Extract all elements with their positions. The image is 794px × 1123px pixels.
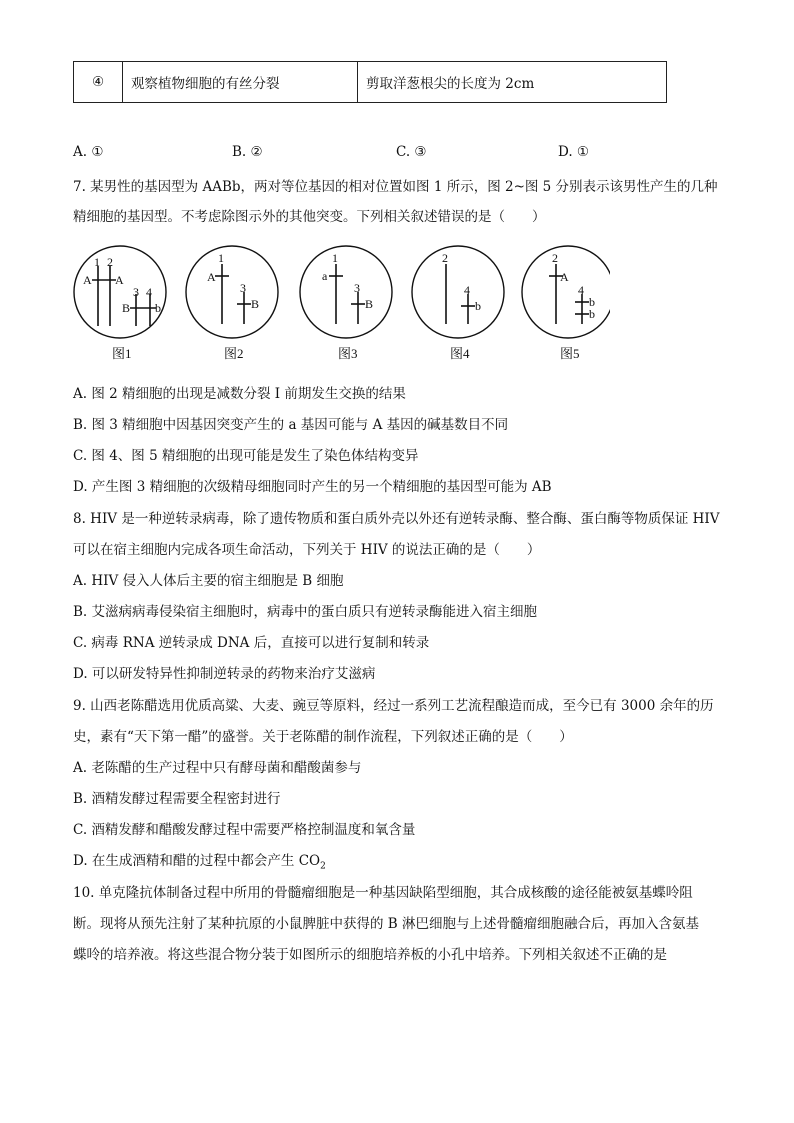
q9-option-a: A. 老陈醋的生产过程中只有酵母菌和醋酸菌参与 — [73, 760, 362, 776]
fig1-label-a1: A — [83, 273, 92, 287]
fig1-label-1: 1 — [94, 255, 100, 269]
q6-option-a: A. ① — [73, 144, 104, 160]
table-cell-experiment: 观察植物细胞的有丝分裂 — [123, 62, 358, 103]
q7-option-d: D. 产生图 3 精细胞的次级精母细胞同时产生的另一个精细胞的基因型可能为 AB — [73, 479, 552, 495]
q8-option-d: D. 可以研发特异性抑制逆转录的药物来治疗艾滋病 — [73, 666, 376, 682]
q8-option-c: C. 病毒 RNA 逆转录成 DNA 后，直接可以进行复制和转录 — [73, 635, 430, 651]
fig1-label-4: 4 — [146, 285, 152, 299]
q9-option-d — [73, 849, 326, 872]
fig4-caption: 图4 — [450, 346, 470, 361]
table-row — [74, 62, 667, 103]
q9-option-d-text: D. 在生成酒精和醋的过程中都会产生 CO — [73, 853, 321, 869]
q8-stem-line1: 8. HIV 是一种逆转录病毒，除了遗传物质和蛋白质外壳以外还有逆转录酶、整合酶、蛋白酶等物质保证 HIV — [73, 511, 720, 527]
q7-stem-line1: 7. 某男性的基因型为 AABb，两对等位基因的相对位置如图 1 所示，图 2~图 5 分别表示该男性产生的几种 — [73, 179, 718, 195]
fig2-label-a: A — [207, 270, 216, 284]
table-cell-operation: 剪取洋葱根尖的长度为 2cm — [358, 62, 667, 103]
fig4-label-b: b — [475, 299, 481, 313]
q9-option-b: B. 酒精发酵过程需要全程密封进行 — [73, 791, 281, 807]
q8-option-a: A. HIV 侵入人体后主要的宿主细胞是 B 细胞 — [73, 573, 344, 589]
q6-option-c: C. ③ — [396, 144, 427, 160]
chromosome-figures — [70, 240, 610, 370]
fig3-caption: 图3 — [338, 346, 358, 361]
fig5-label-b2: b — [589, 307, 595, 321]
q7-option-b: B. 图 3 精细胞中因基因突变产生的 a 基因可能与 A 基因的碱基数目不同 — [73, 417, 509, 433]
fig3-label-b: B — [365, 297, 374, 311]
q6-option-d: D. ① — [558, 144, 590, 160]
q6-option-b: B. ② — [232, 144, 263, 160]
q9-option-d-subscript: 2 — [320, 861, 326, 872]
q7-stem-line2: 精细胞的基因型。不考虑除图示外的其他突变。下列相关叙述错误的是（ ） — [73, 209, 546, 225]
table-cell-num: ④ — [74, 62, 123, 103]
fig1-label-b1: B — [122, 301, 131, 315]
experiment-table — [73, 61, 667, 103]
q9-stem-line1: 9. 山西老陈醋选用优质高粱、大麦、豌豆等原料，经过一系列工艺流程酿造而成，至今已有 3000 余年的历 — [73, 698, 714, 714]
q8-option-b: B. 艾滋病病毒侵染宿主细胞时，病毒中的蛋白质只有逆转录酶能进入宿主细胞 — [73, 604, 538, 620]
fig3-label-1: 1 — [332, 251, 338, 265]
fig5-caption: 图5 — [560, 346, 580, 361]
fig1-caption: 图1 — [112, 346, 132, 361]
fig4-label-4: 4 — [464, 283, 470, 297]
fig5-label-2: 2 — [552, 251, 558, 265]
fig2-label-3: 3 — [240, 281, 246, 295]
fig5-label-b1: b — [589, 295, 595, 309]
q10-line1: 10. 单克隆抗体制备过程中所用的骨髓瘤细胞是一种基因缺陷型细胞，其合成核酸的途径能被氨基蝶呤阻 — [73, 885, 693, 901]
fig4-label-2: 2 — [442, 251, 448, 265]
fig2-caption: 图2 — [224, 346, 244, 361]
q8-stem-line2: 可以在宿主细胞内完成各项生命活动，下列关于 HIV 的说法正确的是（ ） — [73, 542, 541, 558]
fig5-label-a: A — [560, 270, 569, 284]
fig3-label-3: 3 — [354, 281, 360, 295]
q9-option-c: C. 酒精发酵和醋酸发酵过程中需要严格控制温度和氧含量 — [73, 822, 416, 838]
q9-stem-line2: 史，素有“天下第一醋”的盛誉。关于老陈醋的制作流程，下列叙述正确的是（ ） — [73, 729, 573, 745]
fig2-label-1: 1 — [218, 251, 224, 265]
fig5-label-4: 4 — [578, 283, 584, 297]
q10-line3: 蝶呤的培养液。将这些混合物分装于如图所示的细胞培养板的小孔中培养。下列相关叙述不正确的是 — [73, 947, 667, 963]
q7-option-a: A. 图 2 精细胞的出现是减数分裂 I 前期发生交换的结果 — [73, 386, 406, 402]
fig1-label-3: 3 — [133, 285, 139, 299]
fig1-label-2: 2 — [107, 255, 113, 269]
q7-option-c: C. 图 4、图 5 精细胞的出现可能是发生了染色体结构变异 — [73, 448, 419, 464]
fig2-label-b: B — [251, 297, 260, 311]
fig1-label-a2: A — [115, 273, 124, 287]
fig1-label-b2: b — [155, 301, 161, 315]
fig3-label-a: a — [322, 269, 328, 283]
q10-line2: 断。现将从预先注射了某种抗原的小鼠脾脏中获得的 B 淋巴细胞与上述骨髓瘤细胞融合后，再加入含氨基 — [73, 916, 700, 932]
